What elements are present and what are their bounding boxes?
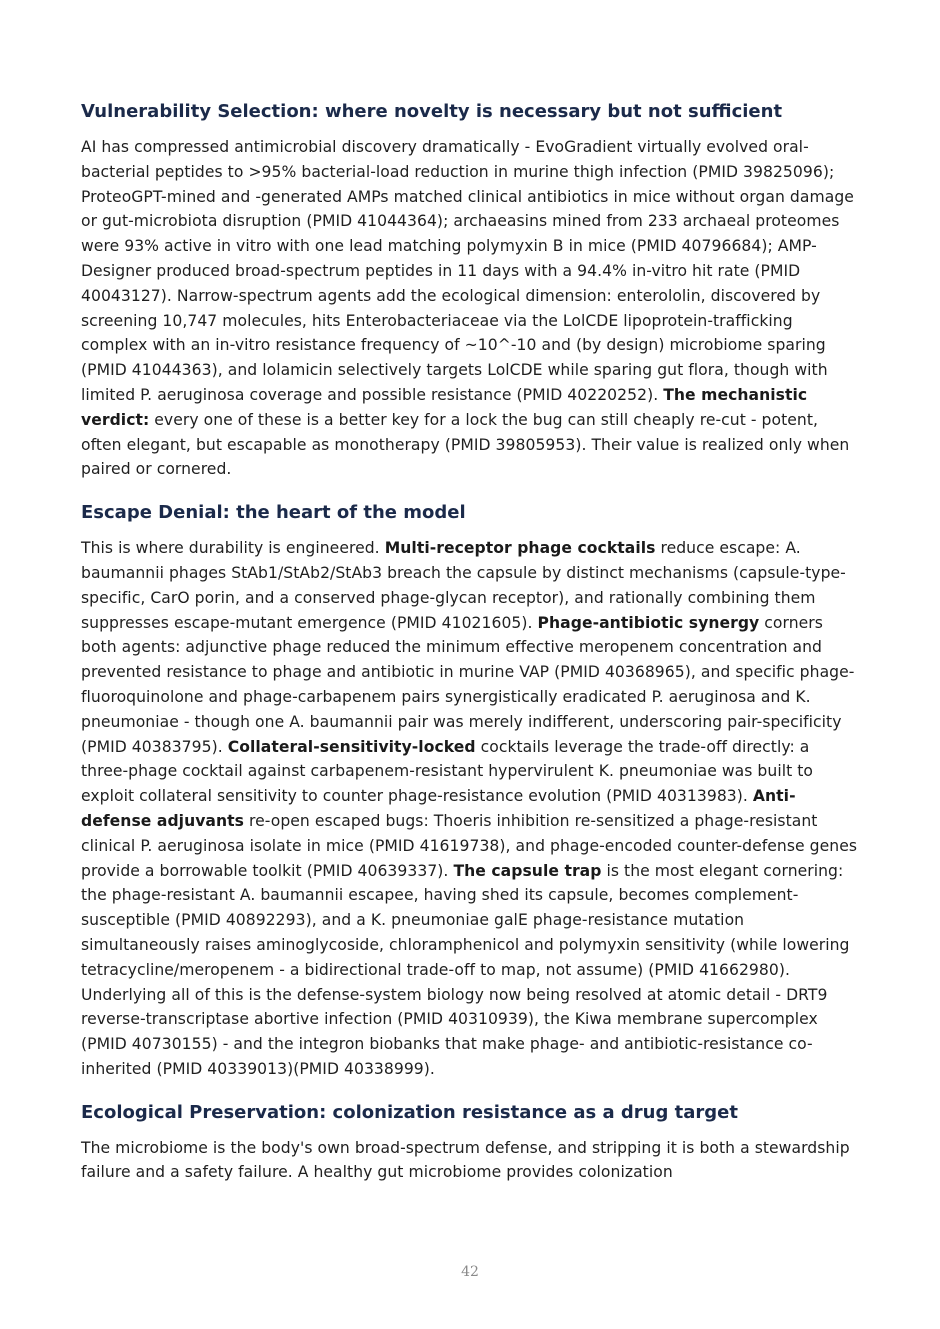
bold-phrase: Anti-defense adjuvants [81,787,796,830]
body-paragraph: The microbiome is the body's own broad-spectrum defense, and stripping it is both a stewardship failure and a safety failure. A healthy gut microbiome provides colonization [81,1138,850,1182]
bold-phrase: Multi-receptor phage cocktails [384,539,656,558]
section-heading: Ecological Preservation: colonization resistance as a drug target [81,1101,738,1123]
bold-phrase: The mechanistic verdict: [81,385,808,429]
page-number: 42 [461,1264,479,1280]
bold-phrase: Phage-antibiotic synergy [537,613,760,632]
section-heading: Vulnerability Selection: where novelty is necessary but not sufficient [81,101,783,122]
page-content [81,100,861,1204]
section-ecological-preservation [81,1101,861,1186]
body-paragraph: AI has compressed antimicrobial discovery dramatically - EvoGradient virtually evolved oral-bacterial peptides to >95% bacterial-load reduction in murine thigh infection (PMID 39825096); ProteoGPT-mined and -generated AMPs matched clinical antibiotics in mice without organ damage or gut-microbiota disruption (PMID 41044364); archaeasins mined from 233 archaeal proteomes were 93% active in vitro with one lead matching polymyxin B in mice (PMID 40796684); AMP-Designer produced broad-spectrum peptides in 11 days with a 94.4% in-vitro hit rate (PMID 40043127). Narrow-spectrum agents add the ecological dimension: enterololin, discovered by screening 10,747 molecules, hits Enterobacteriaceae via the LolCDE lipoprotein-trafficking complex with an in-vitro resistance frequency of ~10^-10 and (by design) microbiome sparing (PMID 41044363), and lolamicin selectively targets LolCDE while sparing gut flora, though with limited P. aeruginosa coverage and possible resistance (PMID 40220252). The mechanistic verdict: every one of these is a better key for a lock the bug can still cheaply re-cut - potent, often elegant, but escapable as monotherapy (PMID 39805953). Their value is realized only when paired or cornered. [81,138,854,479]
section-vulnerability-selection [81,100,861,482]
bold-phrase: Collateral-sensitivity-locked [227,737,476,756]
body-paragraph: This is where durability is engineered. Multi-receptor phage cocktails reduce escape: A. baumannii phages StAb1/StAb2/StAb3 breach the capsule by distinct mechanisms (capsule-type-specific, CarO porin, and a conserved phage-glycan receptor), and rationally combining them suppresses escape-mutant emergence (PMID 41021605). Phage-antibiotic synergy corners both agents: adjunctive phage reduced the minimum effective meropenem concentration and prevented resistance to phage and antibiotic in murine VAP (PMID 40368965), and specific phage-fluoroquinolone and phage-carbapenem pairs synergistically eradicated P. aeruginosa and K. pneumoniae - though one A. baumannii pair was merely indifferent, underscoring pair-specificity (PMID 40383795). Collateral-sensitivity-locked cocktails leverage the trade-off directly: a three-phage cocktail against carbapenem-resistant hypervirulent K. pneumoniae was built to exploit collateral sensitivity to counter phage-resistance evolution (PMID 40313983). Anti-defense adjuvants re-open escaped bugs: Thoeris inhibition re-sensitized a phage-resistant clinical P. aeruginosa isolate in mice (PMID 41619738), and phage-encoded counter-defense genes provide a borrowable toolkit (PMID 40639337). The capsule trap is the most elegant cornering: the phage-resistant A. baumannii escapee, having shed its capsule, becomes complement-susceptible (PMID 40892293), and a K. pneumoniae galE phage-resistance mutation simultaneously raises aminoglycoside, chloramphenicol and polymyxin sensitivity (while lowering tetracycline/meropenem - a bidirectional trade-off to map, not assume) (PMID 41662980). Underlying all of this is the defense-system biology now being resolved at atomic detail - DRT9 reverse-transcriptase abortive infection (PMID 40310939), the Kiwa membrane supercomplex (PMID 40730155) - and the integron biobanks that make phage- and antibiotic-resistance co-inherited (PMID 40339013)(PMID 40338999). [81,539,858,1078]
bold-phrase: The capsule trap [453,861,602,880]
section-escape-denial [81,501,861,1082]
section-heading: Escape Denial: the heart of the model [81,502,466,524]
